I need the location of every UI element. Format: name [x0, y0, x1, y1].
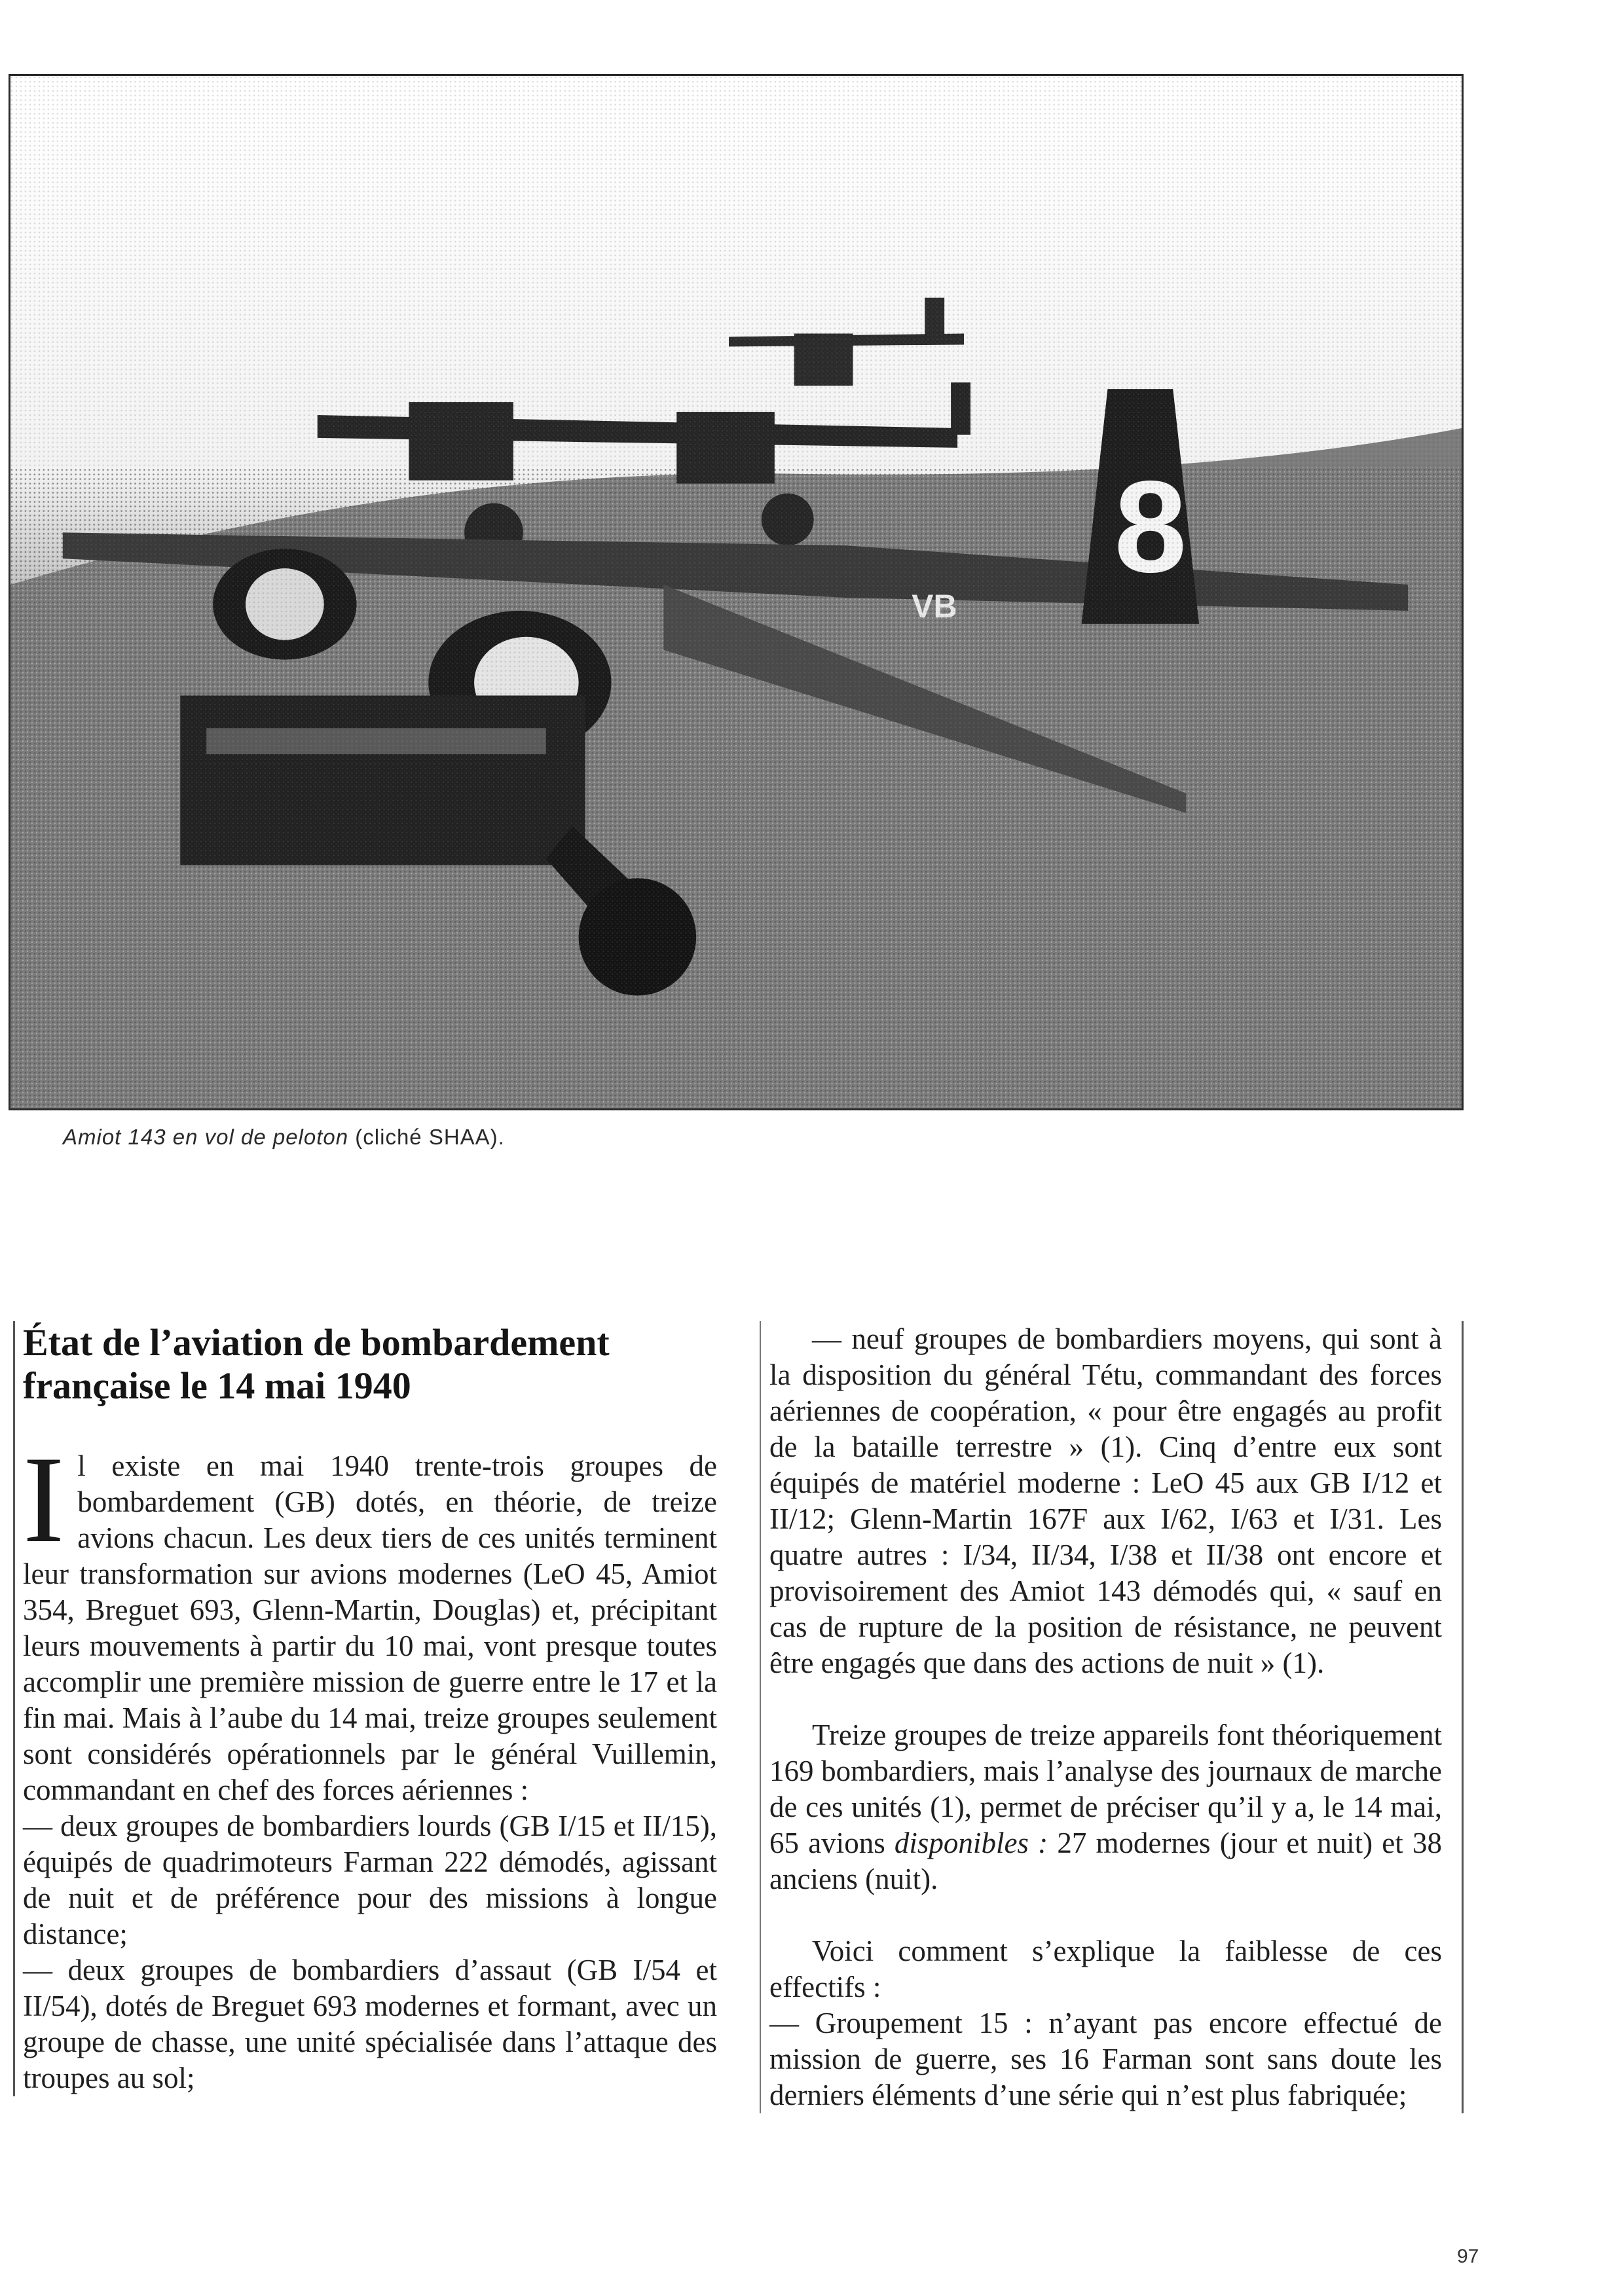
- tail-number: 8: [1114, 454, 1187, 600]
- code-marking: VB: [912, 587, 957, 625]
- list-item-assault: — deux groupes de bombardiers d’assaut (GB I/54 et II/54), dotés de Breguet 693 modernes et formant, avec un groupe de chasse, une unité spécialisée dans l’attaque des troupes au sol;: [23, 1954, 717, 2094]
- right-column: [760, 1321, 1464, 2113]
- list-item-medium: — neuf groupes de bombardiers moyens, qui sont à la disposition du général Tétu, commandant des forces aériennes de coopération, « pour être engagés au profit de la bataille terrestre » (1). Cinq d’entre eux sont équipés de matériel moderne : LeO 45 aux GB I/12 et II/12; Glenn-Martin 167F aux I/62, I/63 et I/31. Les quatre autres : I/34, II/34, I/38 et II/38 ont encore et provisoirement des Amiot 143 démodés qui, « sauf en cas de rupture de la position de résistance, ne peuvent être engagés que dans des actions de nuit » (1).: [769, 1322, 1442, 1679]
- caption-italic: Amiot 143 en vol de peloton: [63, 1125, 349, 1149]
- list-item-groupement: — Groupement 15 : n’ayant pas encore effectué de mission de guerre, ses 16 Farman sont sans doute les derniers éléments d’une série qui n’est plus fabriquée;: [769, 2007, 1442, 2111]
- aircraft-photo: [9, 74, 1464, 1110]
- photo-caption: [63, 1125, 505, 1150]
- available-text: Treize groupes de treize appareils font théoriquement 169 bombardiers, mais l’analyse des journaux de marche de ces unités (1), permet de préciser qu’il y a, le 14 mai, 65 avions: [769, 1719, 1442, 1859]
- paragraph-explanation: Voici comment s’explique la faiblesse de ces effectifs :: [769, 1935, 1442, 2003]
- left-column: [13, 1321, 717, 2096]
- intro-text: l existe en mai 1940 trente-trois groupes de bombardement (GB) dotés, en théorie, de treize avions chacun. Les deux tiers de ces unités terminent leur transformation sur avions modernes (LeO 45, Amiot 354, Breguet 693, Glenn-Martin, Douglas) et, précipitant leurs mouvements à partir du 10 mai, vont presque toutes accomplir une première mission de guerre entre le 17 et la fin mai. Mais à l’aube du 14 mai, treize groupes seulement sont considérés opérationnels par le général Vuillemin, commandant en chef des forces aériennes :: [23, 1449, 717, 1806]
- intro-paragraph: [23, 1431, 717, 1808]
- caption-credit: (cliché SHAA).: [348, 1125, 505, 1149]
- article-title: État de l’aviation de bombardement française le 14 mai 1940: [23, 1321, 610, 1407]
- photo-airplanes-icon: [10, 76, 1462, 1108]
- drop-cap: I: [23, 1431, 65, 1569]
- available-text-end: 27 modernes (jour et nuit) et 38 anciens (nuit).: [769, 1827, 1442, 1895]
- paragraph-available: [769, 1717, 1442, 1897]
- list-item-heavy: — deux groupes de bombardiers lourds (GB I/15 et II/15), équipés de quadrimoteurs Farman 222 démodés, agissant de nuit et de préférence pour des missions à longue distance;: [23, 1810, 717, 1950]
- page-number: 97: [1457, 2246, 1479, 2267]
- available-italic: disponibles :: [894, 1827, 1048, 1859]
